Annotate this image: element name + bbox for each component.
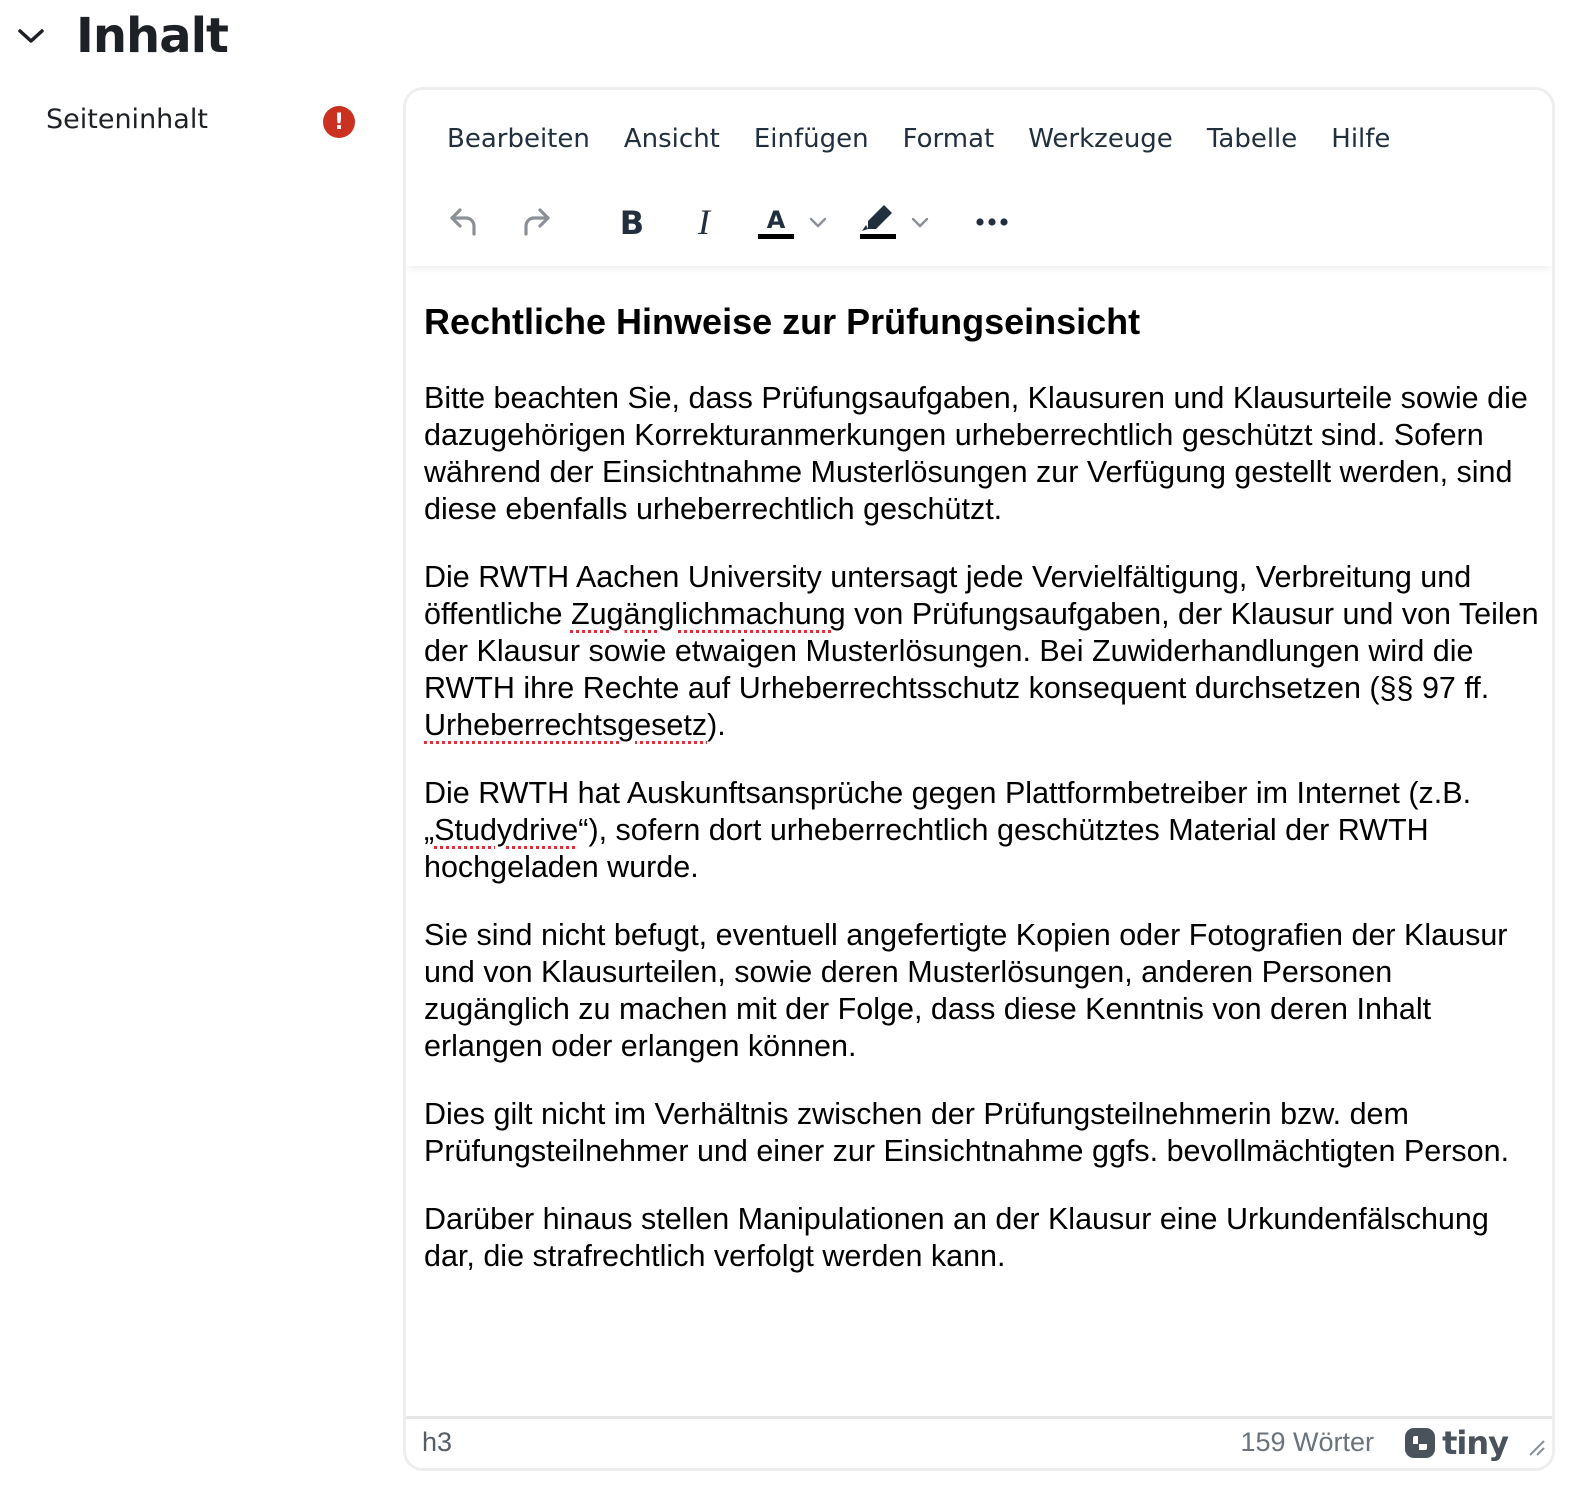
highlighter-icon bbox=[858, 202, 898, 242]
bold-button[interactable] bbox=[604, 194, 660, 250]
chevron-down-icon[interactable] bbox=[14, 19, 48, 53]
more-horizontal-icon bbox=[972, 212, 1012, 232]
menu-table[interactable]: Tabelle bbox=[1206, 124, 1298, 154]
spellcheck-word[interactable]: Urheberrechtsgesetz bbox=[424, 708, 708, 742]
highlight-color-dropdown[interactable] bbox=[906, 194, 934, 250]
menu-edit[interactable]: Bearbeiten bbox=[447, 124, 590, 154]
content-heading: Rechtliche Hinweise zur Prüfungseinsicht bbox=[424, 301, 1141, 342]
spellcheck-word[interactable]: Zugänglichmachung bbox=[570, 597, 846, 631]
svg-text:A: A bbox=[766, 206, 786, 234]
editor-header bbox=[406, 90, 1552, 266]
text-color-split-button bbox=[748, 194, 832, 250]
toolbar bbox=[436, 194, 1020, 250]
menu-insert[interactable]: Einfügen bbox=[753, 124, 869, 154]
content-paragraph: Die RWTH hat Auskunftsansprüche gegen Plattformbetreiber im Internet (z.B. „Studydrive“), sofern dort urheberrechtlich geschütztes Material der RWTH hochgeladen wurde. bbox=[424, 776, 1472, 884]
highlight-color-button[interactable] bbox=[850, 194, 906, 250]
menu-help[interactable]: Hilfe bbox=[1331, 124, 1391, 154]
redo-icon bbox=[518, 204, 554, 240]
tiny-logo-icon bbox=[1404, 1427, 1436, 1459]
spellcheck-word[interactable]: Studydrive bbox=[434, 813, 579, 847]
menu-view[interactable]: Ansicht bbox=[623, 124, 720, 154]
svg-text:I: I bbox=[698, 204, 710, 240]
element-path[interactable]: h3 bbox=[422, 1427, 453, 1457]
editor-content[interactable] bbox=[424, 300, 1544, 1306]
more-button[interactable] bbox=[964, 194, 1020, 250]
content-paragraph: Bitte beachten Sie, dass Prüfungsaufgaben, Klausuren und Klausurteile sowie die dazugehörigen Korrekturanmerkungen urheberrechtlich geschützt sind. Sofern während der Einsichtnahme Musterlösungen zur Verfügung gestellt werden, sind diese ebenfalls urheberrechtlich geschützt. bbox=[424, 381, 1528, 526]
content-paragraph: Darüber hinaus stellen Manipulationen an der Klausur eine Urkundenfälschung dar, die strafrechtlich verfolgt werden kann. bbox=[424, 1202, 1489, 1273]
chevron-down-icon bbox=[808, 215, 828, 229]
exclamation-circle-icon: ! bbox=[323, 106, 355, 138]
rich-text-editor bbox=[403, 87, 1555, 1471]
svg-text:B: B bbox=[619, 204, 645, 240]
menu-tools[interactable]: Werkzeuge bbox=[1028, 124, 1173, 154]
tiny-branding-link[interactable]: tiny bbox=[1404, 1424, 1508, 1462]
text-color-button[interactable] bbox=[748, 194, 804, 250]
content-paragraph: Die RWTH Aachen University untersagt jede Vervielfältigung, Verbreitung und öffentliche Zugänglichmachung von Prüfungsaufgaben, der Klausur und von Teilen der Klausur sowie etwaigen Musterlösungen. Bei Zuwiderhandlungen wird die RWTH ihre Rechte auf Urheberrechtsschutz konsequent durchsetzen (§§ 97 ff. Urheberrechtsgesetz). bbox=[424, 560, 1539, 742]
menubar bbox=[430, 118, 1407, 160]
italic-icon bbox=[686, 204, 722, 240]
field-label: Seiteninhalt bbox=[46, 104, 208, 135]
bold-icon bbox=[614, 204, 650, 240]
statusbar bbox=[406, 1416, 1552, 1468]
section-header bbox=[14, 6, 228, 66]
menu-format[interactable]: Format bbox=[902, 124, 995, 154]
redo-button[interactable] bbox=[508, 194, 564, 250]
section-title: Inhalt bbox=[76, 8, 228, 64]
resize-handle-icon[interactable] bbox=[1526, 1437, 1546, 1457]
text-color-icon bbox=[756, 202, 796, 242]
chevron-down-icon bbox=[910, 215, 930, 229]
text-color-dropdown[interactable] bbox=[804, 194, 832, 250]
word-count[interactable]: 159 Wörter bbox=[1240, 1427, 1374, 1457]
undo-button[interactable] bbox=[436, 194, 492, 250]
content-paragraph: Dies gilt nicht im Verhältnis zwischen der Prüfungsteilnehmerin bzw. dem Prüfungsteilnehmer und einer zur Einsichtnahme ggfs. bevollmächtigten Person. bbox=[424, 1097, 1510, 1168]
italic-button[interactable] bbox=[676, 194, 732, 250]
undo-icon bbox=[446, 204, 482, 240]
content-paragraph: Sie sind nicht befugt, eventuell angefertigte Kopien oder Fotografien der Klausur und von Klausurteilen, sowie deren Musterlösungen, anderen Personen zugänglich zu machen mit der Folge, dass diese Kenntnis von deren Inhalt erlangen oder erlangen können. bbox=[424, 918, 1508, 1063]
highlight-split-button bbox=[850, 194, 934, 250]
